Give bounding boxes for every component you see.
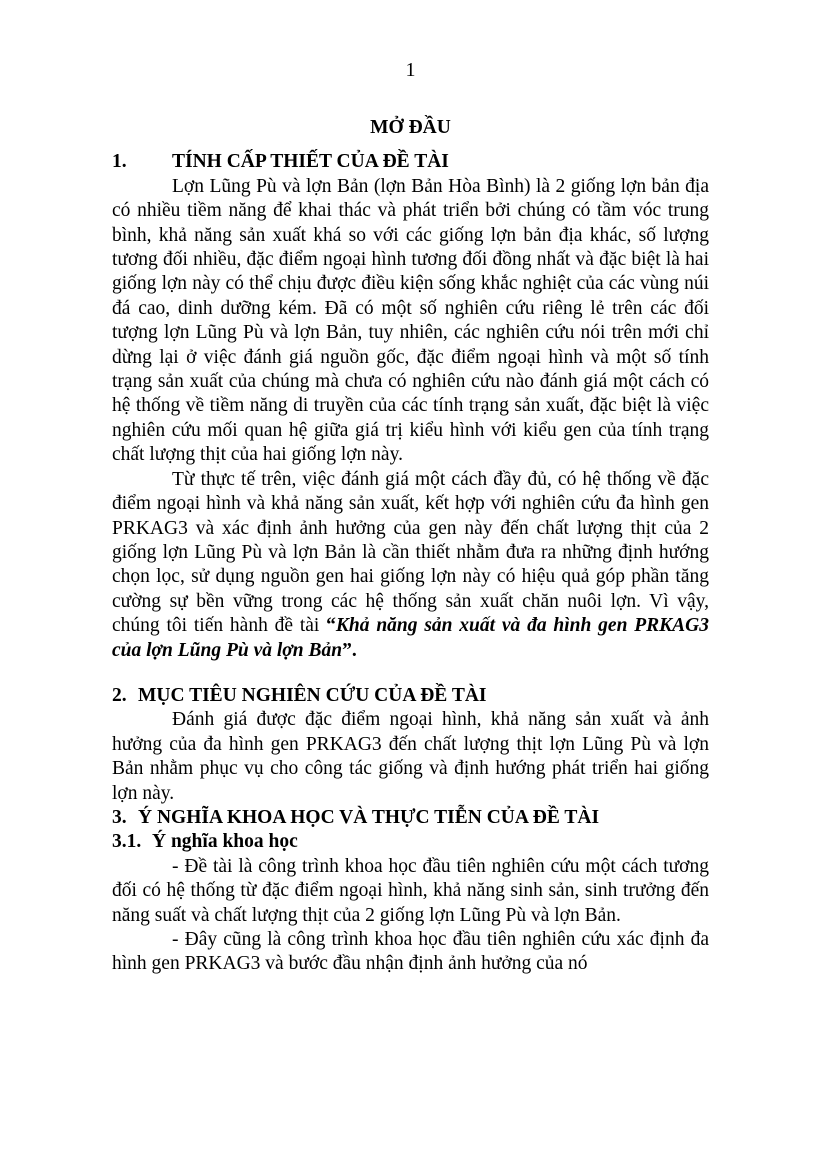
- section-1-number: 1.: [112, 151, 127, 173]
- section-2-title: MỤC TIÊU NGHIÊN CỨU CỦA ĐỀ TÀI: [138, 684, 487, 706]
- section-3-1-title: Ý nghĩa khoa học: [152, 831, 298, 853]
- open-quote: “: [326, 615, 336, 637]
- close-quote: ”.: [342, 639, 357, 661]
- section-1-title: TÍNH CẤP THIẾT CỦA ĐỀ TÀI: [172, 151, 449, 173]
- section-3-number: 3.: [112, 806, 127, 828]
- section-1-paragraph-1: Lợn Lũng Pù và lợn Bản (lợn Bản Hòa Bình) là 2 giống lợn bản địa có nhiều tiềm năng để khai thác và phát triển bởi chúng có tầm vóc trung bình, khả năng sản xuất khá so với các giống lợn bản địa khác, số lượng tương đối nhiều, đặc điểm ngoại hình tương đối đồng nhất và đặc biệt là hai giống lợn này có thể chịu được điều kiện sống khắc nghiệt của các vùng núi đá cao, dinh dưỡng kém. Đã có một số nghiên cứu riêng lẻ trên các đối tượng lợn Lũng Pù và lợn Bản, tuy nhiên, các nghiên cứu nói trên mới chỉ dừng lại ở việc đánh giá nguồn gốc, đặc điểm ngoại hình và một số tính trạng sản xuất của chúng mà chưa có nghiên cứu nào đánh giá một cách có hệ thống về tiềm năng di truyền của các tính trạng sản xuất, đặc biệt là việc nghiên cứu mối quan hệ giữa giá trị kiểu hình với kiểu gen của tính trạng chất lượng thịt của hai giống lợn này.: [112, 175, 709, 466]
- section-1-paragraph-2: [112, 468, 709, 663]
- section-2-number: 2.: [112, 684, 127, 706]
- section-1-paragraph-2-text: Từ thực tế trên, việc đánh giá một cách đầy đủ, có hệ thống về đặc điểm ngoại hình và khả năng sản xuất, kết hợp với nghiên cứu đa hình gen PRKAG3 và xác định ảnh hưởng của gen này đến chất lượng thịt của 2 giống lợn Lũng Pù và lợn Bản là cần thiết nhằm đưa ra những định hướng chọn lọc, sử dụng nguồn gen hai giống lợn này có hiệu quả góp phần tăng cường sự bền vững trong các hệ thống sản xuất chăn nuôi lợn. Vì vậy, chúng tôi tiến hành đề tài: [112, 468, 709, 637]
- section-2-paragraph-1: Đánh giá được đặc điểm ngoại hình, khả năng sản xuất và ảnh hưởng của đa hình gen PRKAG3 đến chất lượng thịt lợn Lũng Pù và lợn Bản nhằm phục vụ cho công tác giống và định hướng phát triển hai giống lợn này.: [112, 709, 709, 804]
- page-number: 1: [405, 59, 416, 81]
- spacer: [112, 663, 709, 684]
- section-1-heading: [112, 150, 709, 174]
- section-3-title: Ý NGHĨA KHOA HỌC VÀ THỰC TIỄN CỦA ĐỀ TÀI: [138, 806, 600, 828]
- section-3-1-heading: [112, 830, 709, 854]
- document-page: [112, 58, 709, 977]
- section-3-1-item-2: - Đây cũng là công trình khoa học đầu tiên nghiên cứu xác định đa hình gen PRKAG3 và bước đầu nhận định ảnh hưởng của nó: [112, 929, 709, 975]
- document-heading: MỞ ĐẦU: [370, 117, 451, 138]
- section-3-heading: [112, 806, 709, 830]
- section-2-heading: [112, 684, 709, 708]
- thesis-title: Khả năng sản xuất và đa hình gen PRKAG3 của lợn Lũng Pù và lợn Bản: [112, 615, 709, 661]
- section-3-1-number: 3.1.: [112, 831, 142, 853]
- section-3-1-item-1: - Đề tài là công trình khoa học đầu tiên nghiên cứu một cách tương đối có hệ thống từ đặc điểm ngoại hình, khả năng sinh sản, sinh trưởng đến năng suất và chất lượng thịt của 2 giống lợn Lũng Pù và lợn Bản.: [112, 855, 709, 926]
